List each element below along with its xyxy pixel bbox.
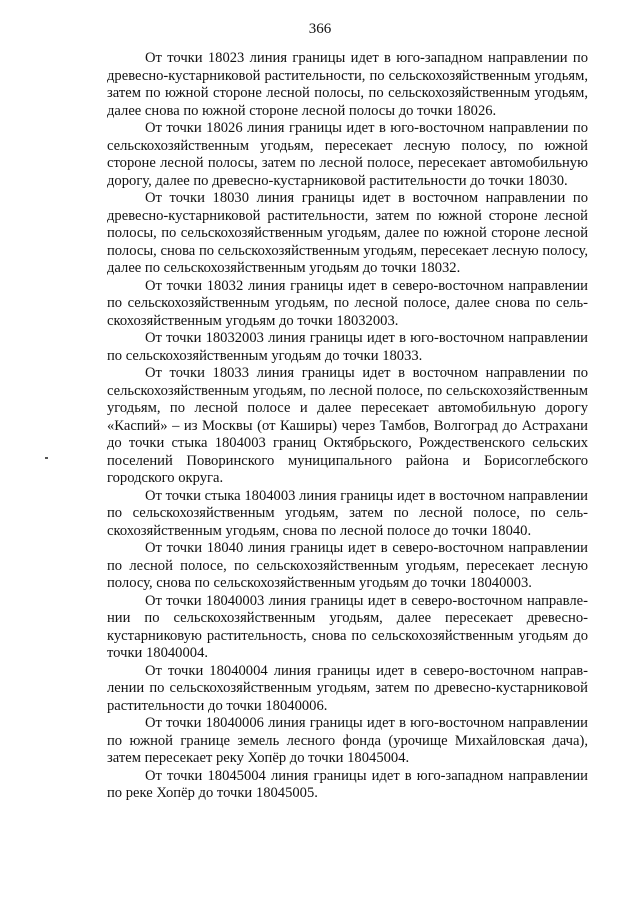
stray-mark: [45, 457, 48, 459]
paragraph: От точки 18045004 линия границы идет в юго-западном направлении по реке Хопёр до точки 18045005.: [107, 767, 588, 801]
paragraph: От точки стыка 1804003 линия границы идет в восточном направлении по сельскохозяйственным угодьям, затем по лесной полосе, по сельскохозяйственным угодьям, снова по лесной полосе до точки 18040.: [107, 487, 588, 539]
paragraph: От точки 18023 линия границы идет в юго-западном направлении по древесно-кустарниковой растительности, по сельскохозяйственным угодьям, затем по южной стороне лесной полосы, по сельскохозяйственным угодьям, далее снова по южной стороне лесной полосы до точки 18026.: [107, 50, 588, 119]
paragraph: От точки 18040 линия границы идет в северо-восточном направлении по лесной полосе, по сельскохозяйственным угодьям, пересекает лесную полосу, снова по сельскохозяйственным угодьям до точки 18040003.: [107, 540, 588, 591]
document-body: [107, 50, 588, 803]
paragraph: От точки 18030 линия границы идет в восточном направлении по древесно-кустарниковой растительности, затем по южной стороне лесной полосы, по сельскохозяйственным угодьям, далее по южной стороне лесной полосы, снова по сельскохозяйственным угодьям, пересекает лесную полосу, далее по сельскохозяйственным угодьям до точки 18032.: [107, 190, 588, 276]
paragraph: От точки 18033 линия границы идет в восточном направлении по сельскохозяйственным угодьям, по лесной полосе, по сельскохозяйственным угодьям, по лесной полосе и далее пересекает автомобильную дорогу «Каспий» – из Москвы (от Каширы) через Тамбов, Волгоград до Астрахани до точки стыка 1804003 границ Октябрьского, Рождественского сельских поселений Поворинского муниципального района и Борисоглебского городского округа.: [107, 365, 588, 486]
paragraph: От точки 18032 линия границы идет в северо-восточном направлении по сельскохозяйственным угодьям, по лесной полосе, далее снова по сельскохозяйственным угодьям до точки 18032003.: [107, 277, 588, 329]
paragraph: От точки 18040006 линия границы идет в юго-восточном направлении по южной границе земель лесного фонда (урочище Михайловская дача), затем пересекает реку Хопёр до точки 18045004.: [107, 715, 588, 766]
paragraph: От точки 18040003 линия границы идет в северо-восточном направлении по сельскохозяйственным угодьям, далее пересекает древесно-кустарниковую растительность, снова по сельскохозяйственным угодьям до точки 18040004.: [107, 592, 588, 661]
paragraph: От точки 18026 линия границы идет в юго-восточном направлении по сельскохозяйственным угодьям, пересекает лесную полосу, по южной стороне лесной полосы, затем по лесной полосе, пересекает автомобильную дорогу, далее по древесно-кустарниковой растительности до точки 18030.: [107, 120, 588, 189]
paragraph: От точки 18040004 линия границы идет в северо-восточном направлении по сельскохозяйственным угодьям, затем по древесно-кустарниковой растительности до точки 18040006.: [107, 662, 588, 714]
paragraph: От точки 18032003 линия границы идет в юго-восточном направлении по сельскохозяйственным угодьям до точки 18033.: [107, 330, 588, 364]
page-number: 366: [308, 21, 332, 37]
